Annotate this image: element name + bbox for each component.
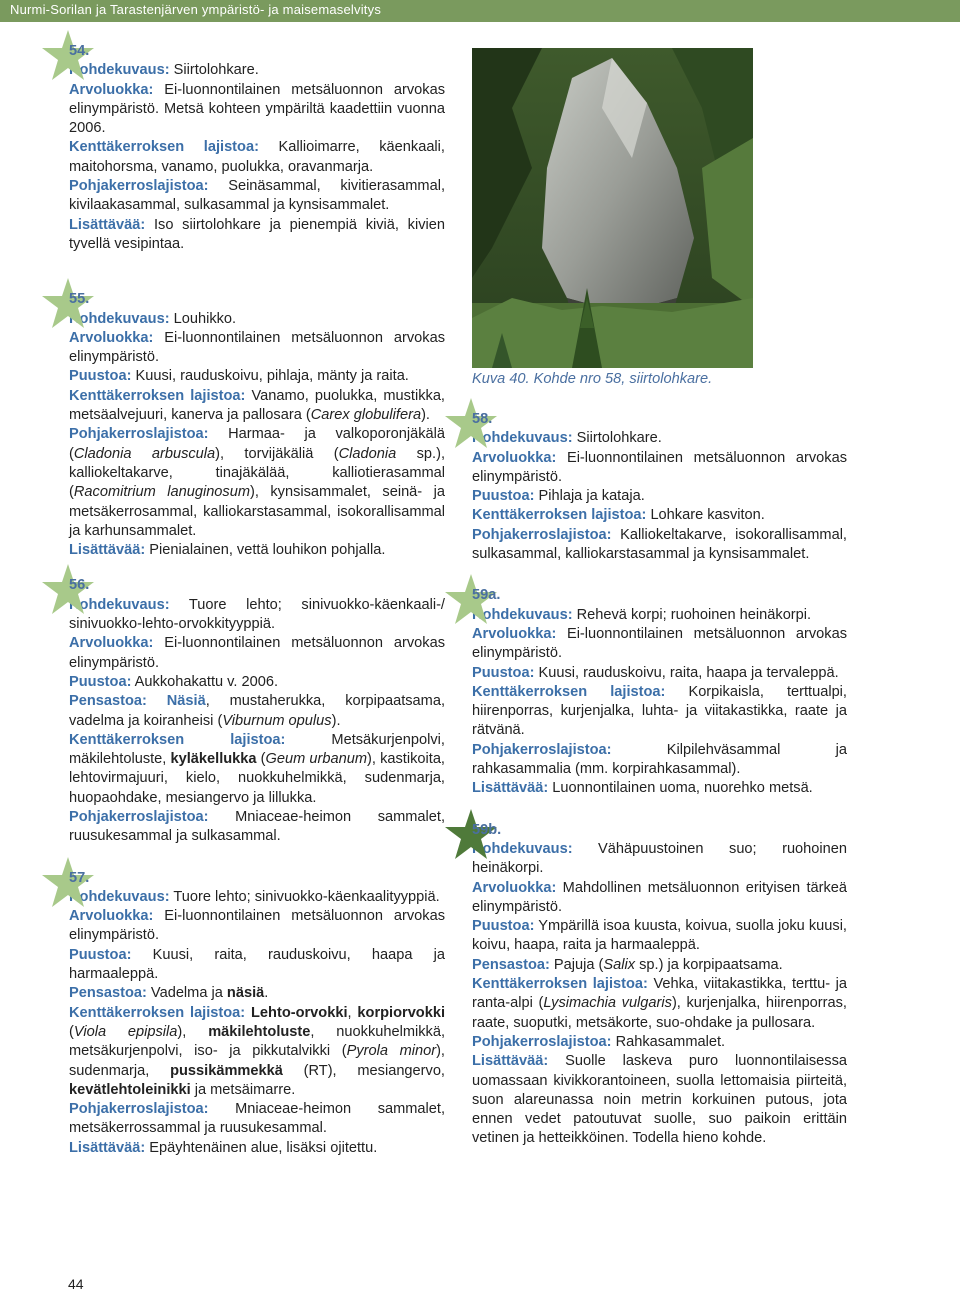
kohdekuvaus: Kohdekuvaus: Louhikko. xyxy=(69,310,237,327)
lisattavaa: Lisättävää: Pienialainen, vettä louhikon pohjalla. xyxy=(69,542,386,559)
arvoluokka: Arvoluokka: Ei-luonnontilainen metsäluonnon arvokas elinympäristö. xyxy=(69,635,445,671)
lisattavaa: Lisättävää: Suolle laskeva puro luonnontilaisessa uomassaan kivikkorantoineen, suolla lettomaisia piirteitä, suon alareunassa noin metrin korkuinen putous, jota ennen vedet patoutuvat suolle, suo paikoin erittäin vetinen ja hetteikköinen. Todella hieno kohde. xyxy=(472,1053,847,1147)
kohdekuvaus: Kohdekuvaus: Siirtolohkare. xyxy=(69,62,259,79)
photo-caption: Kuva 40. Kohde nro 58, siirtolohkare. xyxy=(472,371,713,387)
pohjakerros: Pohjakerroslajistoa: Mniaceae-heimon sammalet, ruusukesammal ja sulkasammal. xyxy=(69,808,445,845)
entry-number: 59b. xyxy=(472,821,502,838)
arvoluokka: Arvoluokka: Ei-luonnontilainen metsäluonnon arvokas elinympäristö. xyxy=(69,908,445,944)
arvoluokka: Arvoluokka: Ei-luonnontilainen metsäluonnon arvokas elinympäristö. Metsä kohteen ympäriltä kaadettiin vuonna 2006. xyxy=(69,81,445,137)
kenttakerros: Kenttäkerroksen lajistoa: Vanamo, puolukka, mustikka, metsäalvejuuri, kanerva ja pallosara (Carex globulifera). xyxy=(69,387,445,424)
entry-59b xyxy=(472,821,847,1149)
lisattavaa: Lisättävää: Iso siirtolohkare ja pienempiä kiviä, kivien tyvellä vesipintaa. xyxy=(69,216,445,252)
kenttakerros: Kenttäkerroksen lajistoa: Kallioimarre, käenkaali, maitohorsma, vanamo, puolukka, oravanmarja. xyxy=(69,139,445,175)
entry-number: 57. xyxy=(69,869,90,886)
entry-number: 56. xyxy=(69,577,90,594)
kohdekuvaus: Kohdekuvaus: Rehevä korpi; ruohoinen heinäkorpi. xyxy=(472,606,812,623)
page-number: 44 xyxy=(68,1276,84,1292)
lisattavaa: Lisättävää: Luonnontilainen uoma, nuorehko metsä. xyxy=(472,780,813,797)
arvoluokka: Arvoluokka: Ei-luonnontilainen metsäluonnon arvokas elinympäristö. xyxy=(69,329,445,366)
puusto: Puustoa: Kuusi, raita, rauduskoivu, haapa ja harmaaleppä. xyxy=(69,946,445,983)
left-column xyxy=(69,42,445,1158)
kenttakerros: Kenttäkerroksen lajistoa: Metsäkurjenpolvi, mäkilehtoluste, kyläkellukka (Geum urbanum), kastikoita, lehtovirmajuuri, kielo, nuokkuhelmikkä, sudenmarja, huopaohdake, mesiangervo ja lillukka. xyxy=(69,731,445,806)
pohjakerros: Pohjakerroslajistoa: Mniaceae-heimon sammalet, metsäkerrossammal ja ruusukesammal. xyxy=(69,1101,445,1137)
pohjakerros: Pohjakerroslajistoa: Harmaa- ja valkoporonjäkälä (Cladonia arbuscula), torvijäkäliä (Cladonia sp.), kalliokeltakarve, tinajäkälää, kalliotierasammal (Racomitrium lanuginosum), kynsisammalet, seinä- ja metsäkerrosammal, kalliokarstasammal, isokorallisammal ja karhunsammalet. xyxy=(69,426,445,539)
entry-55 xyxy=(69,290,445,560)
pohjakerros: Pohjakerroslajistoa: Rahkasammalet. xyxy=(472,1033,726,1050)
entry-54 xyxy=(69,42,445,254)
arvoluokka: Arvoluokka: Ei-luonnontilainen metsäluonnon arvokas elinympäristö. xyxy=(472,625,847,662)
puusto: Puustoa: Kuusi, rauduskoivu, raita, haapa ja tervaleppä. xyxy=(472,664,839,681)
kohdekuvaus: Kohdekuvaus: Tuore lehto; sinivuokko-käenkaali-/ sinivuokko-lehto-orvokkityyppiä. xyxy=(69,596,445,633)
kenttakerros: Kenttäkerroksen lajistoa: Lehto-orvokki, korpiorvokki (Viola epipsila), mäkilehtoluste, nuokkuhelmikkä, metsäkurjenpolvi, iso- ja pikkutalvikki (Pyrola minor), sudenmarja, pussikämmekkä (RT), mesiangervo, kevätlehtoleinikki ja metsäimarre. xyxy=(69,1004,446,1098)
kenttakerros: Kenttäkerroksen lajistoa: Korpikaisla, terttualpi, hiirenporras, kurjenjalka, luhta- ja viitakastikka, raate ja rätvänä. xyxy=(472,683,847,739)
entry-number: 59a. xyxy=(472,587,501,604)
puusto: Puustoa: Pihlaja ja kataja. xyxy=(472,488,645,505)
header-title: Nurmi-Sorilan ja Tarastenjärven ympäristö- ja maisemaselvitys xyxy=(10,2,382,17)
pohjakerros: Pohjakerroslajistoa: Seinäsammal, kivitierasammal, kivilaakasammal, sulkasammal ja kynsisammalet. xyxy=(69,178,445,214)
puusto: Puustoa: Ympärillä isoa kuusta, koivua, suolla joku kuusi, koivu, haapa, raita ja harmaaleppä. xyxy=(472,918,847,954)
arvoluokka: Arvoluokka: Mahdollinen metsäluonnon erityisen tärkeä elinympäristö. xyxy=(472,879,847,915)
kohdekuvaus: Kohdekuvaus: Siirtolohkare. xyxy=(472,430,662,447)
entry-56 xyxy=(69,576,445,846)
pohjakerros: Pohjakerroslajistoa: Kilpilehväsammal ja rahkasammalia (mm. korpirahkasammal). xyxy=(472,741,847,778)
lisattavaa: Lisättävää: Epäyhtenäinen alue, lisäksi ojitettu. xyxy=(69,1139,378,1156)
pohjakerros: Pohjakerroslajistoa: Kalliokeltakarve, isokorallisammal, sulkasammal, kalliokarstasammal ja kynsisammalet. xyxy=(472,526,847,563)
pensasto: Pensastoa: Pajuja (Salix sp.) ja korpipaatsama. xyxy=(472,956,783,973)
entry-number: 55. xyxy=(69,291,90,308)
pensasto: Pensastoa: Näsiä, mustaherukka, korpipaatsama, vadelma ja koiranheisi (Viburnum opulus). xyxy=(69,693,446,729)
right-column xyxy=(472,410,847,1149)
photo-boulder xyxy=(472,48,753,368)
entry-57 xyxy=(69,869,445,1158)
entry-number: 54. xyxy=(69,43,90,59)
kohdekuvaus: Kohdekuvaus: Tuore lehto; sinivuokko-käenkaalityyppiä. xyxy=(69,888,440,905)
kenttakerros: Kenttäkerroksen lajistoa: Vehka, viitakastikka, terttu- ja ranta-alpi (Lysimachia vulgaris), kurjenjalka, hiirenporras, raate, suoputki, metsäkorte, suo-ohdake ja pullosara. xyxy=(472,976,847,1031)
entry-58 xyxy=(472,410,847,564)
kohdekuvaus: Kohdekuvaus: Vähäpuustoinen suo; ruohoinen heinäkorpi. xyxy=(472,840,847,877)
kenttakerros: Kenttäkerroksen lajistoa: Lohkare kasviton. xyxy=(472,507,765,524)
running-header xyxy=(0,0,960,22)
puusto: Puustoa: Aukkohakattu v. 2006. xyxy=(69,673,279,690)
entry-number: 58. xyxy=(472,411,493,427)
entry-59a xyxy=(472,586,847,798)
puusto: Puustoa: Kuusi, rauduskoivu, pihlaja, mänty ja raita. xyxy=(69,368,409,385)
arvoluokka: Arvoluokka: Ei-luonnontilainen metsäluonnon arvokas elinympäristö. xyxy=(472,449,847,485)
boulder-photo-illustration xyxy=(472,48,753,368)
pensasto: Pensastoa: Vadelma ja näsiä. xyxy=(69,985,269,1002)
